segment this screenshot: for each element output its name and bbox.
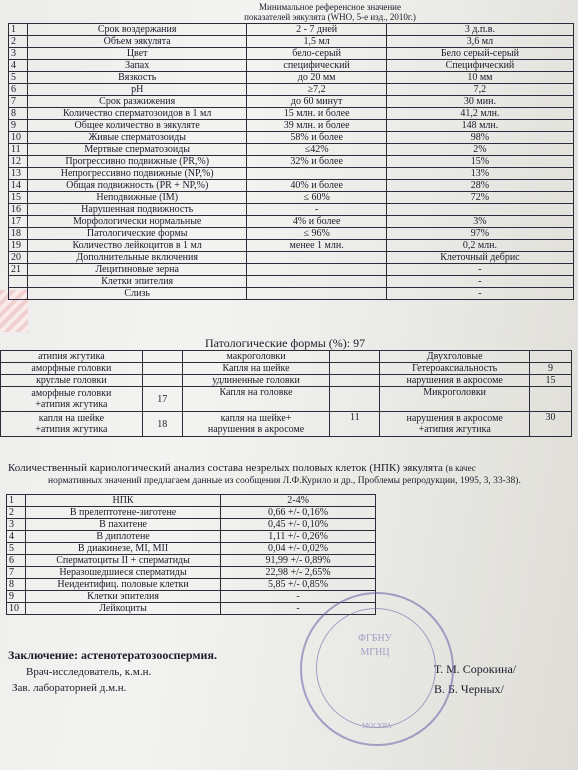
npk-row	[7, 555, 376, 567]
npk-name: Неидентифиц. половые клетки	[25, 579, 220, 591]
parameter-reference: ≤ 96%	[247, 228, 386, 240]
patho-text: капля на шейке	[38, 413, 105, 424]
parameter-reference: бело-серый	[247, 48, 386, 60]
patho-text: аморфные головки	[31, 388, 112, 399]
parameter-row	[9, 264, 574, 276]
parameter-number: 2	[9, 36, 28, 48]
patho-row	[1, 412, 572, 437]
parameter-reference: ≤42%	[247, 144, 386, 156]
parameter-row	[9, 96, 574, 108]
npk-row	[7, 579, 376, 591]
parameter-number: 3	[9, 48, 28, 60]
parameter-name: Прогрессивно подвижные (PR,%)	[27, 156, 246, 168]
parameter-reference: 2 - 7 дней	[247, 24, 386, 36]
parameter-name: Количество сперматозоидов в 1 мл	[27, 108, 246, 120]
stamp-core-line: МГНЦ	[360, 647, 390, 658]
parameter-reference: до 20 мм	[247, 72, 386, 84]
patho-text: +атипия жгутика	[418, 424, 491, 435]
npk-name: Клетки эпителия	[25, 591, 220, 603]
parameter-reference: -	[247, 204, 386, 216]
patho-cell	[330, 363, 380, 375]
parameter-row	[9, 228, 574, 240]
patho-cell: круглые головки	[1, 375, 143, 387]
patho-row	[1, 351, 572, 363]
parameter-name: Неподвижные (IM)	[27, 192, 246, 204]
patho-cell: 30	[530, 412, 572, 437]
parameter-row	[9, 144, 574, 156]
parameter-value: 98%	[386, 132, 573, 144]
parameter-row	[9, 60, 574, 72]
parameter-number: 9	[9, 120, 28, 132]
header-line-1: Минимальное референсное значение	[259, 2, 401, 12]
parameter-value: 0,2 млн.	[386, 240, 573, 252]
parameter-name: Нарушенная подвижность	[27, 204, 246, 216]
parameter-number: 7	[9, 96, 28, 108]
patho-forms-table	[0, 350, 572, 437]
npk-number: 6	[7, 555, 26, 567]
parameter-name: Срок воздержания	[27, 24, 246, 36]
parameter-reference	[247, 264, 386, 276]
parameter-name: Общее количество в эякуляте	[27, 120, 246, 132]
patho-cell: Капля на шейке	[182, 363, 330, 375]
parameter-number: 13	[9, 168, 28, 180]
parameter-value: -	[386, 288, 573, 300]
parameter-reference: 39 млн. и более	[247, 120, 386, 132]
parameter-name: Лецитиновые зерна	[27, 264, 246, 276]
parameter-reference: 1,5 мл	[247, 36, 386, 48]
header-line-2: показателей эякулята (WHO, 5-е изд., 2010г.)	[244, 12, 416, 22]
conclusion-label: Заключение: астенотератозооспермия.	[8, 648, 217, 662]
parameter-row	[9, 120, 574, 132]
round-seal-stamp	[300, 592, 454, 746]
npk-value: 0,04 +/- 0,02%	[221, 543, 376, 555]
patho-cell	[530, 387, 572, 412]
parameter-row	[9, 36, 574, 48]
reference-header	[180, 2, 480, 22]
parameter-number: 19	[9, 240, 28, 252]
parameter-name: Дополнительные включения	[27, 252, 246, 264]
head-role: Зав. лабораторией д.м.н.	[12, 682, 127, 694]
npk-row	[7, 531, 376, 543]
parameter-number	[9, 276, 28, 288]
npk-value: -	[221, 603, 376, 615]
parameter-value: 15%	[386, 156, 573, 168]
parameter-row	[9, 24, 574, 36]
parameter-number: 4	[9, 60, 28, 72]
parameter-name: Цвет	[27, 48, 246, 60]
parameter-row	[9, 216, 574, 228]
npk-table	[6, 494, 376, 615]
parameter-name: Срок разжижения	[27, 96, 246, 108]
patho-row	[1, 363, 572, 375]
parameter-number: 11	[9, 144, 28, 156]
npk-name: Лейкоциты	[25, 603, 220, 615]
parameter-value: 3%	[386, 216, 573, 228]
parameter-row	[9, 84, 574, 96]
parameter-row	[9, 132, 574, 144]
parameter-reference: ≤ 60%	[247, 192, 386, 204]
patho-cell	[530, 351, 572, 363]
parameter-number: 14	[9, 180, 28, 192]
patho-text: +атипия жгутика	[35, 399, 108, 410]
parameter-number: 18	[9, 228, 28, 240]
npk-row	[7, 591, 376, 603]
npk-number: 10	[7, 603, 26, 615]
parameter-value: 3 д.п.в.	[386, 24, 573, 36]
parameter-value: 148 млн.	[386, 120, 573, 132]
npk-name: В диакинезе, MI, MII	[25, 543, 220, 555]
npk-subtitle: нормативных значений предлагаем данные из сообщения Л.Ф.Курило и др., Проблемы репродукции, 1995, 3, 33-38).	[48, 476, 521, 486]
patho-cell	[330, 387, 380, 412]
npk-number: 9	[7, 591, 26, 603]
parameter-row	[9, 48, 574, 60]
npk-row	[7, 603, 376, 615]
patho-cell: Микроголовки	[380, 387, 530, 412]
patho-cell	[330, 375, 380, 387]
npk-number: 2	[7, 507, 26, 519]
npk-name: НПК	[25, 495, 220, 507]
parameter-row	[9, 288, 574, 300]
parameter-reference: 4% и более	[247, 216, 386, 228]
patho-cell: Гетероаксиальность	[380, 363, 530, 375]
patho-cell	[142, 351, 182, 363]
doctor-role: Врач-исследователь, к.м.н.	[26, 666, 152, 678]
patho-cell: удлиненные головки	[182, 375, 330, 387]
parameter-name: Количество лейкоцитов в 1 мл	[27, 240, 246, 252]
parameter-number: 17	[9, 216, 28, 228]
parameter-row	[9, 156, 574, 168]
patho-cell: 11	[330, 412, 380, 437]
doctor-name: Т. М. Сорокина/	[434, 662, 517, 676]
parameter-value: -	[386, 276, 573, 288]
npk-row	[7, 495, 376, 507]
stamp-core-line: ФГБНУ	[358, 633, 392, 644]
npk-number: 8	[7, 579, 26, 591]
npk-row	[7, 507, 376, 519]
npk-name: В пахитене	[25, 519, 220, 531]
npk-number: 7	[7, 567, 26, 579]
patho-cell	[380, 412, 530, 437]
parameter-value: -	[386, 264, 573, 276]
npk-row	[7, 567, 376, 579]
parameter-reference: специфический	[247, 60, 386, 72]
parameter-row	[9, 180, 574, 192]
patho-cell: нарушения в акросоме	[380, 375, 530, 387]
parameter-row	[9, 276, 574, 288]
parameter-reference: 32% и более	[247, 156, 386, 168]
patho-cell: 9	[530, 363, 572, 375]
patho-cell: Капля на головке	[182, 387, 330, 412]
parameter-name: Общая подвижность (PR + NP,%)	[27, 180, 246, 192]
parameter-value: 97%	[386, 228, 573, 240]
npk-value: 91,99 +/- 0,89%	[221, 555, 376, 567]
npk-value: 2-4%	[221, 495, 376, 507]
patho-text: нарушения в акросоме	[207, 424, 305, 435]
parameter-number: 20	[9, 252, 28, 264]
npk-number: 4	[7, 531, 26, 543]
parameter-name: Патологические формы	[27, 228, 246, 240]
patho-cell: 15	[530, 375, 572, 387]
npk-number: 3	[7, 519, 26, 531]
patho-cell	[142, 363, 182, 375]
parameter-reference: ≥7,2	[247, 84, 386, 96]
parameter-value: 41,2 млн.	[386, 108, 573, 120]
patho-cell	[142, 375, 182, 387]
parameter-reference: 15 млн. и более	[247, 108, 386, 120]
parameter-value: 7,2	[386, 84, 573, 96]
parameter-row	[9, 168, 574, 180]
parameter-number: 10	[9, 132, 28, 144]
parameter-number: 8	[9, 108, 28, 120]
parameter-value: 30 мин.	[386, 96, 573, 108]
patho-text: капля на шейке+	[220, 413, 292, 424]
patho-row	[1, 387, 572, 412]
npk-row	[7, 543, 376, 555]
npk-value: 22,98 +/- 2,65%	[221, 567, 376, 579]
npk-name: В диплотене	[25, 531, 220, 543]
parameter-number: 15	[9, 192, 28, 204]
npk-value: 0,66 +/- 0,16%	[221, 507, 376, 519]
npk-value: -	[221, 591, 376, 603]
patho-row	[1, 375, 572, 387]
parameter-name: Вязкость	[27, 72, 246, 84]
parameter-row	[9, 72, 574, 84]
parameter-number: 1	[9, 24, 28, 36]
parameter-number: 16	[9, 204, 28, 216]
parameter-row	[9, 192, 574, 204]
patho-cell	[330, 351, 380, 363]
patho-forms-title: Патологические формы (%): 97	[205, 336, 366, 350]
parameter-name: Запах	[27, 60, 246, 72]
head-name: В. Б. Черных/	[434, 682, 504, 696]
semen-parameters-table	[8, 23, 574, 300]
parameter-number: 6	[9, 84, 28, 96]
parameter-value: 28%	[386, 180, 573, 192]
parameter-value: Специфический	[386, 60, 573, 72]
npk-value: 5,85 +/- 0,85%	[221, 579, 376, 591]
parameter-name: Слизь	[27, 288, 246, 300]
npk-name: В прелептотене-зиготене	[25, 507, 220, 519]
npk-row	[7, 519, 376, 531]
npk-title-line	[8, 462, 578, 475]
parameter-number: 12	[9, 156, 28, 168]
parameter-name: Объем эякулята	[27, 36, 246, 48]
parameter-reference	[247, 168, 386, 180]
parameter-number	[9, 288, 28, 300]
npk-intro	[8, 462, 578, 488]
parameter-value: 2%	[386, 144, 573, 156]
parameter-number: 5	[9, 72, 28, 84]
npk-title: Количественный кариологический анализ состава незрелых половых клеток (НПК) эякулята	[8, 462, 443, 474]
npk-value: 1,11 +/- 0,26%	[221, 531, 376, 543]
parameter-reference: 40% и более	[247, 180, 386, 192]
parameter-row	[9, 240, 574, 252]
parameter-name: Живые сперматозоиды	[27, 132, 246, 144]
parameter-name: Морфологически нормальные	[27, 216, 246, 228]
patho-cell: 18	[142, 412, 182, 437]
parameter-value: 10 мм	[386, 72, 573, 84]
patho-cell: аморфные головки	[1, 363, 143, 375]
parameter-reference: менее 1 млн.	[247, 240, 386, 252]
parameter-reference: до 60 минут	[247, 96, 386, 108]
patho-cell	[1, 387, 143, 412]
patho-cell	[1, 412, 143, 437]
parameter-value: 13%	[386, 168, 573, 180]
parameter-value	[386, 204, 573, 216]
parameter-value: Бело серый-серый	[386, 48, 573, 60]
patho-text: нарушения в акросоме	[406, 413, 503, 424]
npk-number: 1	[7, 495, 26, 507]
parameter-row	[9, 204, 574, 216]
parameter-name: Непрогрессивно подвижные (NP,%)	[27, 168, 246, 180]
npk-name: Сперматоциты II + сперматиды	[25, 555, 220, 567]
stamp-edge-text: МОСКВА	[362, 722, 392, 730]
patho-cell: макроголовки	[182, 351, 330, 363]
npk-name: Неразошедшиеся сперматиды	[25, 567, 220, 579]
stamp-core	[344, 632, 406, 694]
parameter-value: Клеточный дебрис	[386, 252, 573, 264]
npk-number: 5	[7, 543, 26, 555]
patho-text: +атипия жгутика	[35, 424, 108, 435]
parameter-name: pH	[27, 84, 246, 96]
parameter-reference	[247, 252, 386, 264]
npk-title-tail: (в качес	[445, 463, 476, 473]
parameter-row	[9, 252, 574, 264]
npk-value: 0,45 +/- 0,10%	[221, 519, 376, 531]
parameter-value: 72%	[386, 192, 573, 204]
parameter-reference	[247, 288, 386, 300]
parameter-name: Клетки эпителия	[27, 276, 246, 288]
parameter-reference: 58% и более	[247, 132, 386, 144]
parameter-reference	[247, 276, 386, 288]
patho-cell: 17	[142, 387, 182, 412]
parameter-value: 3,6 мл	[386, 36, 573, 48]
patho-cell	[182, 412, 330, 437]
patho-cell: атипия жгутика	[1, 351, 143, 363]
parameter-row	[9, 108, 574, 120]
parameter-number: 21	[9, 264, 28, 276]
patho-cell: Двухголовые	[380, 351, 530, 363]
parameter-name: Мертвые сперматозоиды	[27, 144, 246, 156]
